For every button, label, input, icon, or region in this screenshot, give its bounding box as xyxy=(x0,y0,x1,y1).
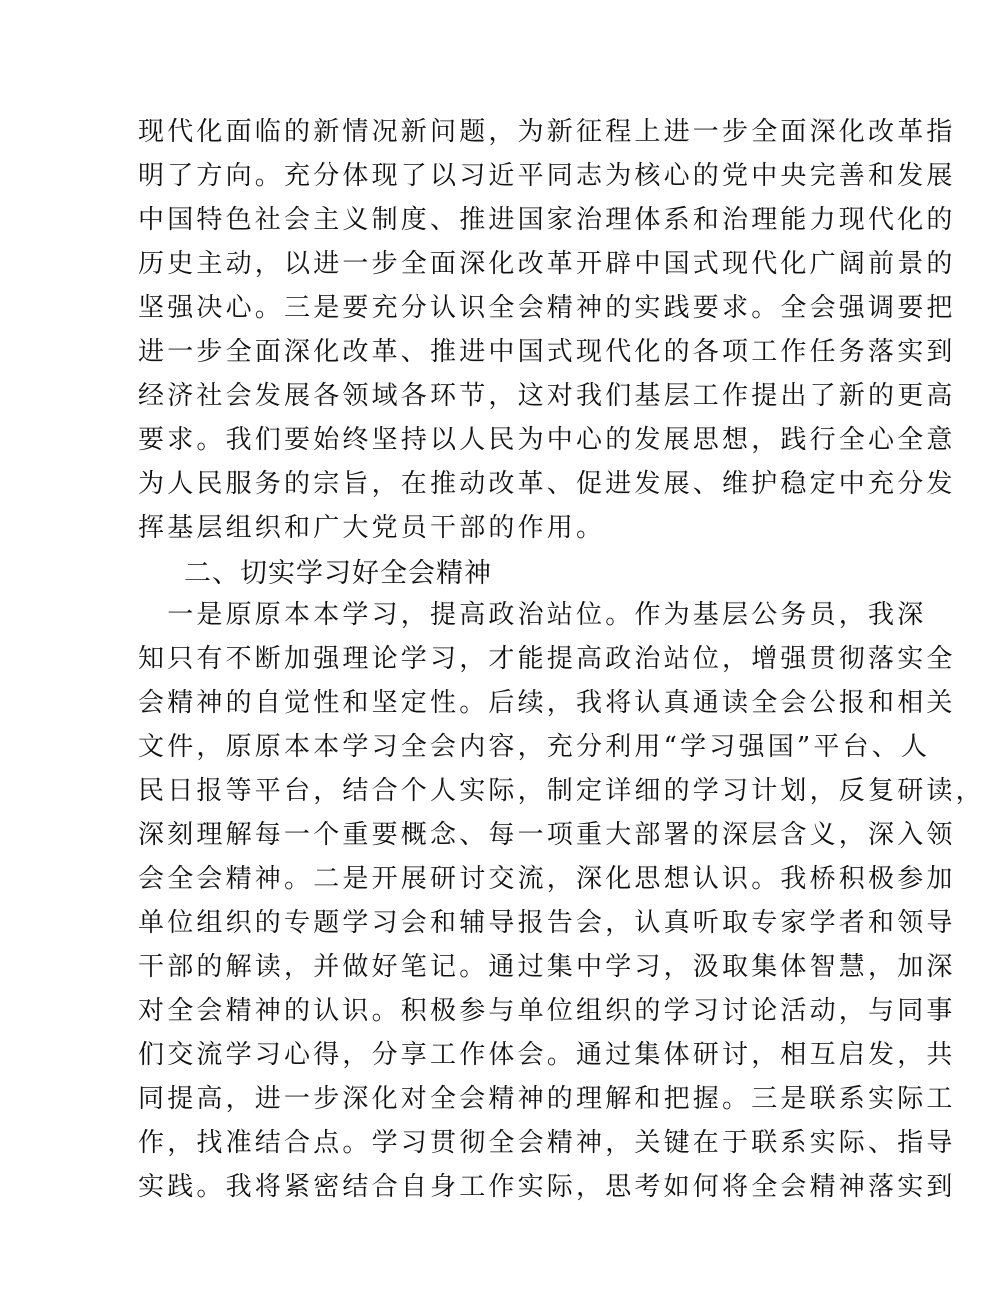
text-line: 进一步全面深化改革、推进中国式现代化的各项工作任务落实到 xyxy=(138,337,956,367)
text-line: 要求。我们要始终坚持以人民为中心的发展思想，践行全心全意 xyxy=(138,425,956,455)
text-line: 深刻理解每一个重要概念、每一项重大部署的深层含义，深入领 xyxy=(138,820,956,850)
text-line: 文件，原原本本学习全会内容，充分利用“学习强国”平台、人 xyxy=(138,732,931,762)
text-line: 知只有不断加强理论学习，才能提高政治站位，增强贯彻落实全 xyxy=(138,644,956,674)
text-line: 坚强决心。三是要充分认识全会精神的实践要求。全会强调要把 xyxy=(138,293,956,323)
text-line: 民日报等平台，结合个人实际，制定详细的学习计划，反复研读， xyxy=(138,776,985,806)
text-line: 明了方向。充分体现了以习近平同志为核心的党中央完善和发展 xyxy=(138,161,956,191)
section-heading: 二、切实学习好全会精神 xyxy=(184,558,492,589)
text-line: 对全会精神的认识。积极参与单位组织的学习讨论活动，与同事 xyxy=(138,996,956,1026)
text-line: 会精神的自觉性和坚定性。后续，我将认真通读全会公报和相关 xyxy=(138,688,956,718)
text-line: 经济社会发展各领域各环节，这对我们基层工作提出了新的更高 xyxy=(138,381,956,411)
text-line: 一是原原本本学习，提高政治站位。作为基层公务员，我深 xyxy=(138,600,927,630)
text-line: 们交流学习心得，分享工作体会。通过集体研讨，相互启发，共 xyxy=(138,1040,956,1070)
text-line: 作，找准结合点。学习贯彻全会精神，关键在于联系实际、指导 xyxy=(138,1128,956,1158)
text-line: 为人民服务的宗旨，在推动改革、促进发展、维护稳定中充分发 xyxy=(138,469,956,499)
paragraph-study xyxy=(138,593,985,1209)
text-line: 单位组织的专题学习会和辅导报告会，认真听取专家学者和领导 xyxy=(138,908,956,938)
text-line: 同提高，进一步深化对全会精神的理解和把握。三是联系实际工 xyxy=(138,1084,956,1114)
text-line: 历史主动，以进一步全面深化改革开辟中国式现代化广阔前景的 xyxy=(138,249,956,279)
text-line: 挥基层组织和广大党员干部的作用。 xyxy=(138,513,606,543)
text-line: 现代化面临的新情况新问题，为新征程上进一步全面深化改革指 xyxy=(138,117,956,147)
text-line: 干部的解读，并做好笔记。通过集中学习，汲取集体智慧，加深 xyxy=(138,952,956,982)
text-line: 实践。我将紧密结合自身工作实际，思考如何将全会精神落实到 xyxy=(138,1172,956,1202)
text-line: 会全会精神。二是开展研讨交流，深化思想认识。我桥积极参加 xyxy=(138,864,956,894)
paragraph-continued xyxy=(138,110,956,550)
text-line: 中国特色社会主义制度、推进国家治理体系和治理能力现代化的 xyxy=(138,205,956,235)
